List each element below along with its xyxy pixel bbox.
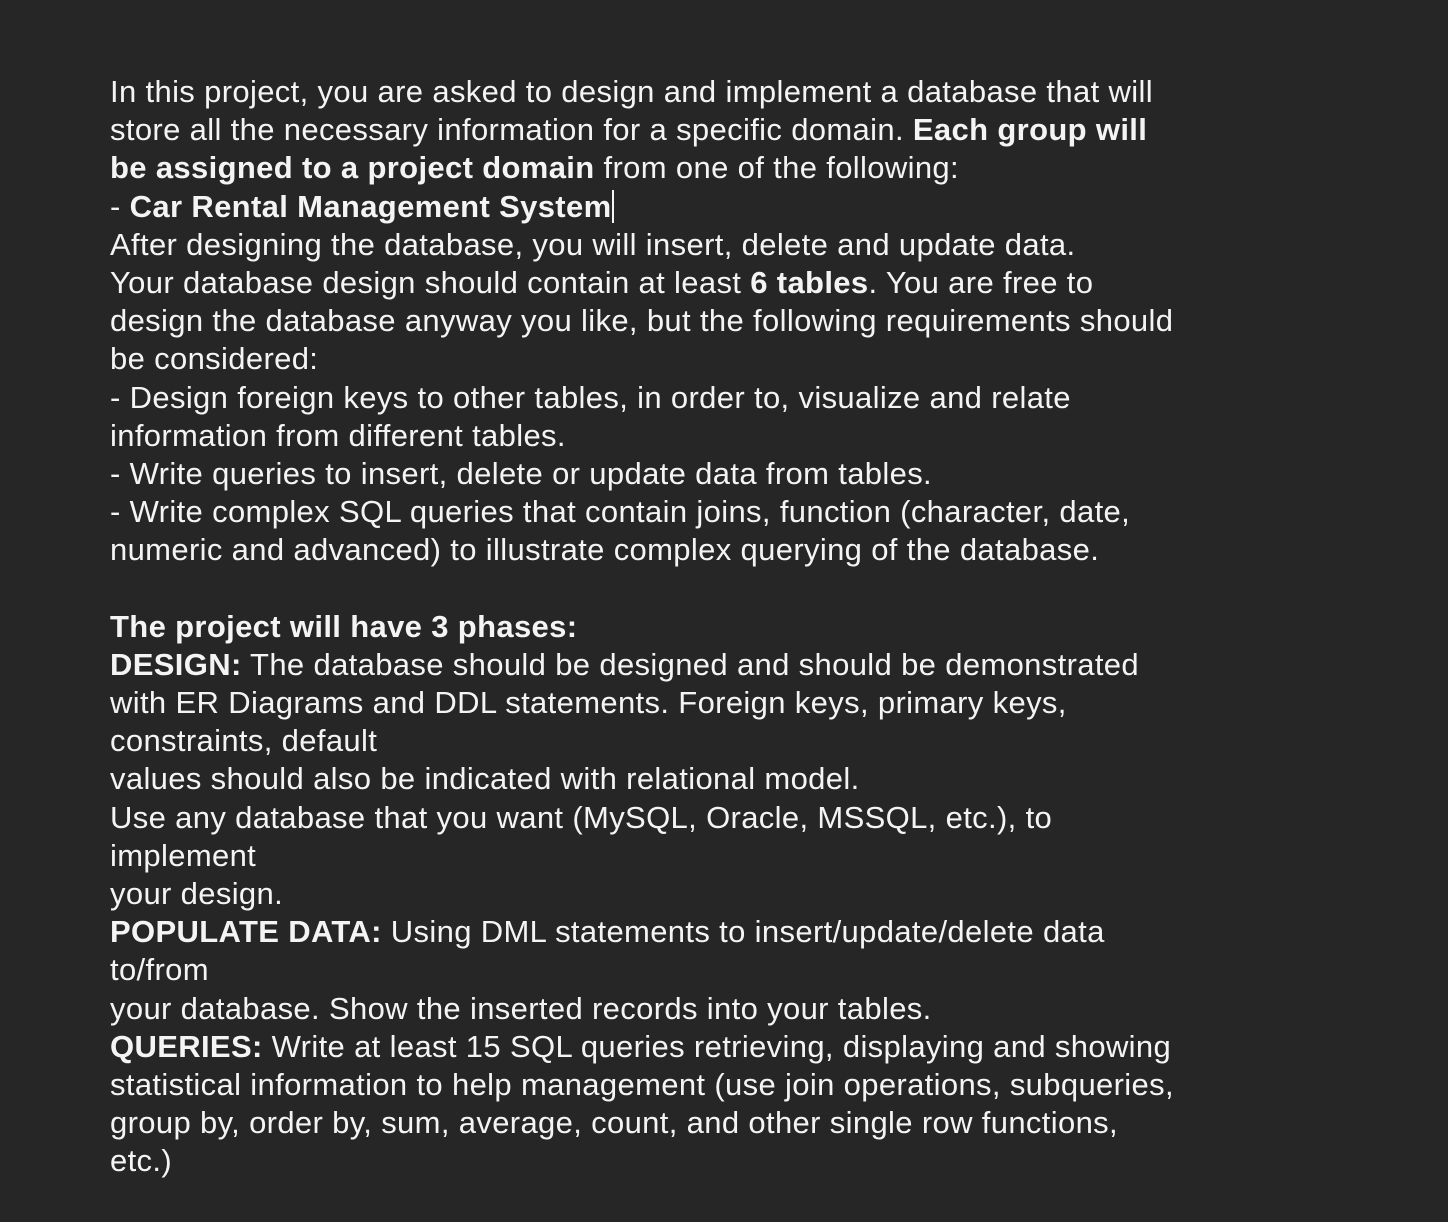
phases-heading-text: The project will have 3 phases: <box>110 608 578 644</box>
considered-line: be considered: <box>110 341 319 377</box>
intro-line-2-bold: Each group will <box>912 112 1148 148</box>
queries-phase-line-2: statistical information to help management (use join operations, subqueries, <box>110 1066 1174 1102</box>
domain-prefix: - <box>110 188 130 224</box>
text-caret <box>612 190 614 223</box>
queries-label: QUERIES: <box>110 1028 263 1064</box>
populate-phase-line-3: your database. Show the inserted records into your tables. <box>110 990 932 1026</box>
queries-phase-line-1 <box>110 1028 1410 1066</box>
requirement-complex-line-2: numeric and advanced) to illustrate complex querying of the database. <box>110 532 1100 568</box>
design-phase-line-3: constraints, default <box>110 723 378 759</box>
design-phase-line-6: implement <box>110 837 257 873</box>
intro-line-2 <box>110 111 1410 149</box>
tables-count: 6 tables <box>750 264 869 300</box>
blank-line <box>110 569 1410 607</box>
intro-line-3 <box>110 149 1410 187</box>
intro-line-3-text: from one of the following: <box>594 150 959 186</box>
tables-line-post: . You are free to <box>868 264 1094 300</box>
domain-line <box>110 188 1410 226</box>
design-phase-line-7: your design. <box>110 875 284 911</box>
intro-line-1: In this project, you are asked to design and implement a database that will <box>110 74 1153 109</box>
design-phase-line-4: values should also be indicated with relational model. <box>110 761 860 797</box>
populate-phase-line-1 <box>110 913 1410 951</box>
requirement-fk-line-1: - Design foreign keys to other tables, in order to, visualize and relate <box>110 379 1071 415</box>
populate-label: POPULATE DATA: <box>110 914 382 950</box>
queries-phase-line-3: group by, order by, sum, average, count, and other single row functions, <box>110 1105 1118 1141</box>
intro-line-2-text: store all the necessary information for a specific domain. <box>110 112 913 148</box>
after-design-line: After designing the database, you will insert, delete and update data. <box>110 226 1076 262</box>
requirement-complex-line-1: - Write complex SQL queries that contain joins, function (character, date, <box>110 494 1131 530</box>
design-phase-text-1: The database should be designed and should be demonstrated <box>241 646 1139 682</box>
design-phase-line-1 <box>110 646 1410 684</box>
design-phase-line-5: Use any database that you want (MySQL, Oracle, MSSQL, etc.), to <box>110 799 1053 835</box>
intro-line-3-bold: be assigned to a project domain <box>110 150 595 186</box>
design-label: DESIGN: <box>110 646 242 682</box>
populate-phase-text-1: Using DML statements to insert/update/delete data <box>381 914 1105 950</box>
requirement-fk-line-2: information from different tables. <box>110 417 566 453</box>
design-phase-line-2: with ER Diagrams and DDL statements. Foreign keys, primary keys, <box>110 685 1067 720</box>
tables-line <box>110 264 1410 302</box>
document-text-area[interactable] <box>110 73 1410 1180</box>
populate-phase-line-2: to/from <box>110 952 209 988</box>
requirement-dml-line: - Write queries to insert, delete or update data from tables. <box>110 455 933 491</box>
domain-name: Car Rental Management System <box>129 188 612 224</box>
phases-heading <box>110 608 1410 646</box>
queries-phase-text-1: Write at least 15 SQL queries retrieving, displaying and showing <box>262 1028 1172 1064</box>
queries-phase-line-4: etc.) <box>110 1143 173 1179</box>
tables-line-pre: Your database design should contain at least <box>110 264 751 300</box>
free-design-line: design the database anyway you like, but the following requirements should <box>110 303 1174 339</box>
